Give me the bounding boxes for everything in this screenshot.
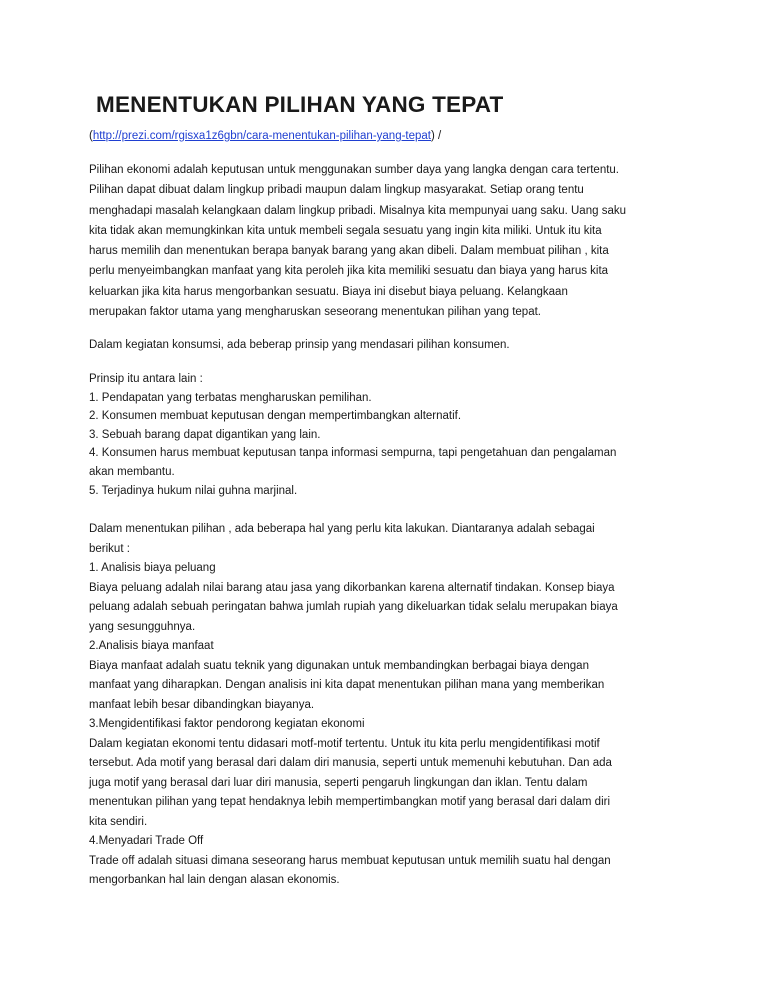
text-line: manfaat yang diharapkan. Dengan analisis ini kita dapat menentukan pilihan mana yang memberikan [89, 679, 605, 691]
paragraph-menentukan-pilihan [89, 520, 689, 891]
source-line [89, 128, 441, 144]
list-item: 5. Terjadinya hukum nilai guhna marjinal. [89, 484, 298, 497]
document-title: MENENTUKAN PILIHAN YANG TEPAT [96, 92, 504, 117]
source-link[interactable]: http://prezi.com/rgisxa1z6gbn/cara-menentukan-pilihan-yang-tepat [92, 130, 431, 142]
text-line: Pilihan dapat dibuat dalam lingkup pribadi maupun dalam lingkup masyarakat. Setiap orang tentu [89, 184, 584, 197]
url-close-paren: ) / [431, 130, 442, 142]
text-line: perlu menyeimbangkan manfaat yang kita peroleh jika kita memiliki sesuatu dan biaya yang harus kita [89, 265, 609, 278]
text-line: Trade off adalah situasi dimana seseorang harus membuat keputusan untuk memilih suatu hal dengan [89, 854, 611, 867]
paragraph-prinsip-list [89, 370, 689, 500]
section-heading: 3.Mengidentifikasi faktor pendorong kegiatan ekonomi [89, 718, 365, 730]
paragraph-pilihan-ekonomi [89, 160, 689, 322]
section-heading: 4.Menyadari Trade Off [89, 835, 204, 847]
text-line: menghadapi masalah kelangkaan dalam lingkup pribadi. Misalnya kita mempunyai uang saku. Uang saku [89, 204, 626, 217]
text-line: Biaya peluang adalah nilai barang atau jasa yang dikorbankan karena alternatif tindakan. Konsep biaya [89, 581, 615, 594]
text-line: harus memilih dan menentukan berapa banyak barang yang akan dibeli. Dalam membuat pilihan , kita [89, 245, 609, 258]
text-line: berikut : [89, 542, 130, 555]
text-line: Dalam kegiatan ekonomi tentu didasari motf-motif tertentu. Untuk itu kita perlu mengidentifikasi motif [89, 737, 600, 750]
list-item: 1. Pendapatan yang terbatas mengharuskan pemilihan. [89, 391, 372, 404]
list-item: 3. Sebuah barang dapat digantikan yang lain. [89, 428, 321, 441]
text-line: Pilihan ekonomi adalah keputusan untuk menggunakan sumber daya yang langka dengan cara tertentu. [89, 164, 620, 176]
text-line: menentukan pilihan yang tepat hendaknya lebih mempertimbangkan motif yang berasal dari dalam diri [89, 796, 611, 808]
text-line: tersebut. Ada motif yang berasal dari dalam diri manusia, seperti untuk memenuhi kebutuhan. Dan ada [89, 757, 612, 769]
list-heading: Prinsip itu antara lain : [89, 373, 203, 385]
text-line: yang sesungguhnya. [89, 620, 196, 633]
text-line: Dalam menentukan pilihan , ada beberapa hal yang perlu kita lakukan. Diantaranya adalah sebagai [89, 523, 595, 535]
list-item: akan membantu. [89, 465, 175, 478]
list-item: 2. Konsumen membuat keputusan dengan mempertimbangkan alternatif. [89, 410, 462, 423]
text-line: kita tidak akan memungkinkan kita untuk membeli segala sesuatu yang ingin kita miliki. Untuk itu kita [89, 224, 602, 237]
text-line: peluang adalah sebuah peringatan bahwa jumlah rupiah yang dikeluarkan tidak selalu merupakan biaya [89, 601, 618, 613]
text-line: Dalam kegiatan konsumsi, ada beberap prinsip yang mendasari pilihan konsumen. [89, 339, 510, 351]
text-line: kita sendiri. [89, 815, 148, 828]
section-heading: 2.Analisis biaya manfaat [89, 640, 214, 652]
section-heading: 1. Analisis biaya peluang [89, 562, 216, 574]
text-line: merupakan faktor utama yang mengharuskan seseorang menentukan pilihan yang tepat. [89, 306, 541, 319]
text-line: Biaya manfaat adalah suatu teknik yang digunakan untuk membandingkan berbagai biaya dengan [89, 659, 589, 672]
list-item: 4. Konsumen harus membuat keputusan tanpa informasi sempurna, tapi pengetahuan dan pengalaman [89, 447, 617, 460]
url-open-paren: ( [89, 130, 93, 142]
paragraph-kegiatan-konsumsi [89, 336, 689, 354]
text-line: keluarkan jika kita harus mengorbankan sesuatu. Biaya ini disebut biaya peluang. Kelangkaan [89, 285, 568, 298]
text-line: juga motif yang berasal dari luar diri manusia, seperti pengaruh lingkungan dan iklan. Tentu dalam [89, 776, 588, 789]
text-line: mengorbankan hal lain dengan alasan ekonomis. [89, 874, 340, 886]
text-line: manfaat lebih besar dibandingkan biayanya. [89, 698, 315, 711]
